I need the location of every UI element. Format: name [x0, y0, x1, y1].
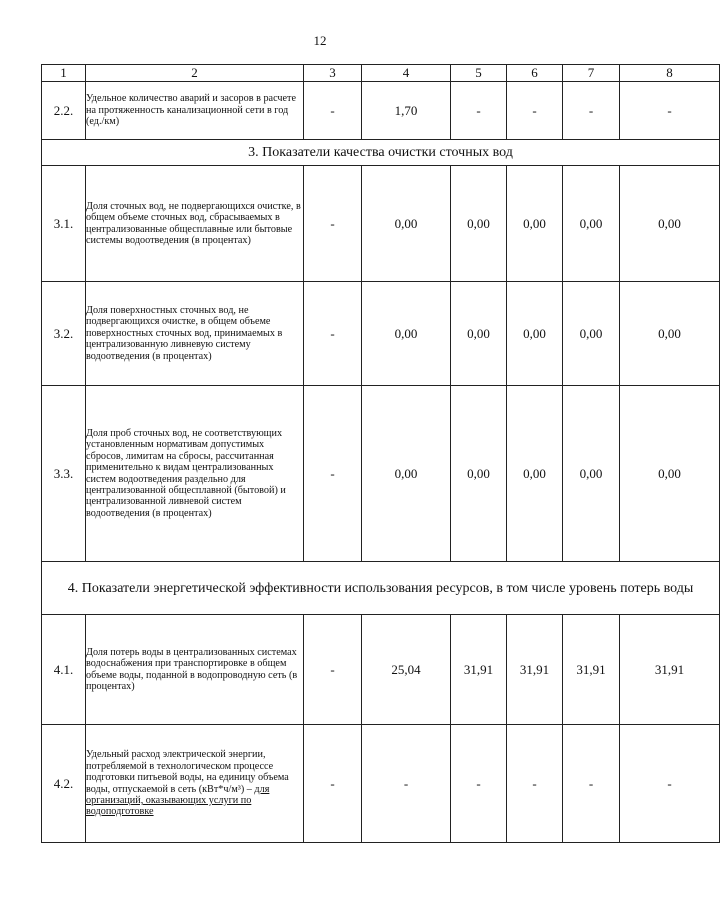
indicator-description: Доля потерь воды в централизованных системах водоснабжения при транспортировке в общем объеме воды, поданной в водопроводную сеть (в процентах) [86, 615, 304, 725]
value-cell: 0,00 [451, 282, 507, 386]
value-cell: 0,00 [451, 386, 507, 562]
section-title: 4. Показатели энергетической эффективности использования ресурсов, в том числе уровень потерь воды [42, 562, 720, 615]
table-row [42, 82, 720, 140]
value-cell: - [507, 725, 563, 843]
table-row [42, 725, 720, 843]
value-cell: - [304, 282, 362, 386]
column-number: 3 [304, 65, 362, 82]
table-row [42, 166, 720, 282]
value-cell: - [304, 386, 362, 562]
value-cell: 25,04 [362, 615, 451, 725]
indicator-description: Доля сточных вод, не подвергающихся очистке, в общем объеме сточных вод, сбрасываемых в централизованные общесплавные или бытовые системы водоотведения (в процентах) [86, 166, 304, 282]
column-number: 2 [86, 65, 304, 82]
indicator-description: Доля проб сточных вод, не соответствующих установленным нормативам допустимых сбросов, лимитам на сбросы, рассчитанная применительно к видам централизованных систем водоотведения раздельно для централизованной общесплавной (бытовой) и централизованной ливневой систем водоотведения (в процентах) [86, 386, 304, 562]
value-cell: - [563, 725, 620, 843]
value-cell: 0,00 [362, 282, 451, 386]
value-cell: 0,00 [507, 166, 563, 282]
column-number: 4 [362, 65, 451, 82]
value-cell: 31,91 [451, 615, 507, 725]
value-cell: - [304, 82, 362, 140]
column-number: 8 [620, 65, 720, 82]
value-cell: 0,00 [620, 166, 720, 282]
row-number: 3.3. [42, 386, 86, 562]
value-cell: 0,00 [451, 166, 507, 282]
description-text: Удельный расход электрической энергии, потребляемой в технологическом процессе подготовки питьевой воды, на единицу объема воды, отпускаемой в сеть (кВт*ч/м³) – [86, 749, 289, 795]
row-number: 3.2. [42, 282, 86, 386]
section-title: 3. Показатели качества очистки сточных вод [42, 140, 720, 166]
section-row [42, 140, 720, 166]
value-cell: 0,00 [563, 386, 620, 562]
page-number: 12 [313, 33, 327, 48]
table-row [42, 282, 720, 386]
table-row [42, 615, 720, 725]
table-row [42, 386, 720, 562]
value-cell: 1,70 [362, 82, 451, 140]
value-cell: 0,00 [563, 282, 620, 386]
column-number: 7 [563, 65, 620, 82]
value-cell: - [304, 615, 362, 725]
value-cell: - [362, 725, 451, 843]
value-cell: - [304, 725, 362, 843]
column-number-row [42, 65, 720, 82]
value-cell: 0,00 [507, 386, 563, 562]
column-number: 1 [42, 65, 86, 82]
column-number: 6 [507, 65, 563, 82]
indicators-table [41, 64, 720, 843]
value-cell: - [563, 82, 620, 140]
value-cell: 0,00 [362, 166, 451, 282]
value-cell: - [451, 82, 507, 140]
row-number: 4.2. [42, 725, 86, 843]
value-cell: 0,00 [620, 386, 720, 562]
value-cell: 0,00 [563, 166, 620, 282]
row-number: 3.1. [42, 166, 86, 282]
indicator-description: Удельное количество аварий и засоров в расчете на протяженность канализационной сети в год (ед./км) [86, 82, 304, 140]
row-number: 4.1. [42, 615, 86, 725]
value-cell: 31,91 [563, 615, 620, 725]
indicator-description [86, 725, 304, 843]
column-number: 5 [451, 65, 507, 82]
value-cell: - [620, 725, 720, 843]
value-cell: 0,00 [362, 386, 451, 562]
value-cell: - [507, 82, 563, 140]
value-cell: - [620, 82, 720, 140]
value-cell: 31,91 [620, 615, 720, 725]
description-underlined-text: для организаций, оказывающих услуги по водоподготовке [86, 783, 270, 818]
indicator-description: Доля поверхностных сточных вод, не подвергающихся очистке, в общем объеме поверхностных сточных вод, принимаемых в централизованную ливневую систему водоотведения (в процентах) [86, 282, 304, 386]
value-cell: 31,91 [507, 615, 563, 725]
section-row [42, 562, 720, 615]
row-number: 2.2. [42, 82, 86, 140]
value-cell: - [304, 166, 362, 282]
value-cell: 0,00 [507, 282, 563, 386]
value-cell: 0,00 [620, 282, 720, 386]
value-cell: - [451, 725, 507, 843]
